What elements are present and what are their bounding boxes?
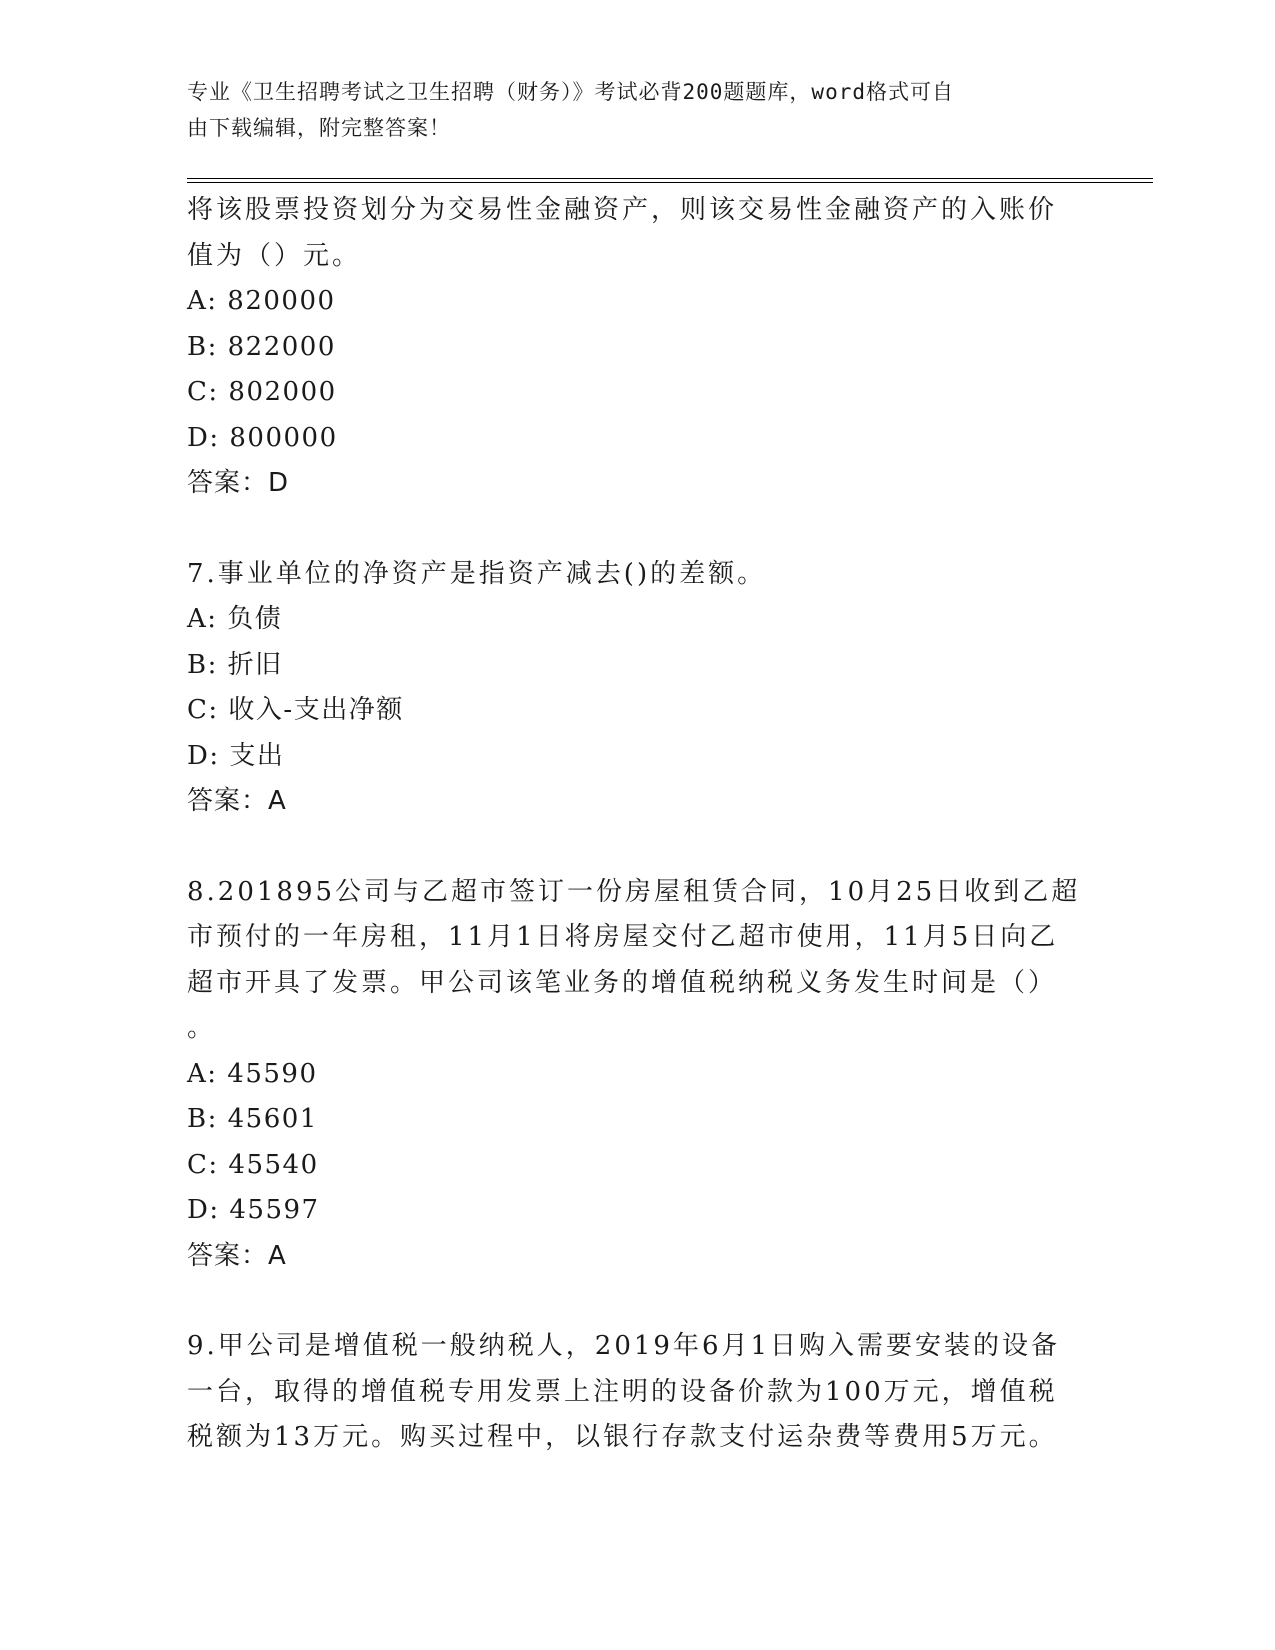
spacer [187,507,1087,552]
spacer [187,825,1087,870]
header-line-1: 专业《卫生招聘考试之卫生招聘（财务）》考试必背200题题库，word格式可自 [187,80,954,104]
option-c: C: 收入-支出净额 [187,695,404,725]
option-b: B: 45601 [187,1104,318,1134]
option-a: A: 负债 [187,604,283,634]
option-d: D: 45597 [187,1195,320,1225]
option-d: D: 800000 [187,422,338,453]
option-a: A: 820000 [187,286,336,316]
option-d: D: 支出 [187,740,285,771]
question-6 [187,188,1087,507]
document-body [187,188,1087,1461]
header-rule-top [187,178,1153,179]
option-b: B: 折旧 [187,649,283,680]
question-9 [187,1324,1087,1461]
question-text-line: 一台，取得的增值税专用发票上注明的设备价款为100万元，增值税 [187,1376,1058,1407]
answer-line: 答案：D [187,468,290,498]
option-b: B: 822000 [187,331,336,362]
question-text-line: 值为（）元。 [187,240,362,271]
header-rule-bottom [187,182,1153,183]
question-text-line: 8.201895公司与乙超市签订一份房屋租赁合同，10月25日收到乙超 [187,876,1081,907]
question-text-line: 将该股票投资划分为交易性金融资产，则该交易性金融资产的入账价 [187,195,1058,225]
header-line-2: 由下载编辑，附完整答案！ [187,116,451,140]
question-text-line: 7.事业单位的净资产是指资产减去()的差额。 [187,558,767,589]
question-7 [187,552,1087,825]
question-text-line: 市预付的一年房租，11月1日将房屋交付乙超市使用，11月5日向乙 [187,922,1059,952]
question-text-line: 。 [187,1013,217,1043]
question-text-line: 超市开具了发票。甲公司该笔业务的增值税纳税义务发生时间是（） [187,967,1058,998]
answer-line: 答案：A [187,786,287,816]
option-c: C: 45540 [187,1149,319,1180]
question-8 [187,870,1087,1280]
option-a: A: 45590 [187,1058,318,1089]
answer-line: 答案：A [187,1240,287,1271]
question-text-line: 9.甲公司是增值税一般纳税人，2019年6月1日购入需要安装的设备 [187,1331,1061,1361]
spacer [187,1279,1087,1324]
option-c: C: 802000 [187,377,337,407]
question-text-line: 税额为13万元。购买过程中，以银行存款支付运杂费等费用5万元。 [187,1422,1058,1452]
document-header [187,74,1067,146]
